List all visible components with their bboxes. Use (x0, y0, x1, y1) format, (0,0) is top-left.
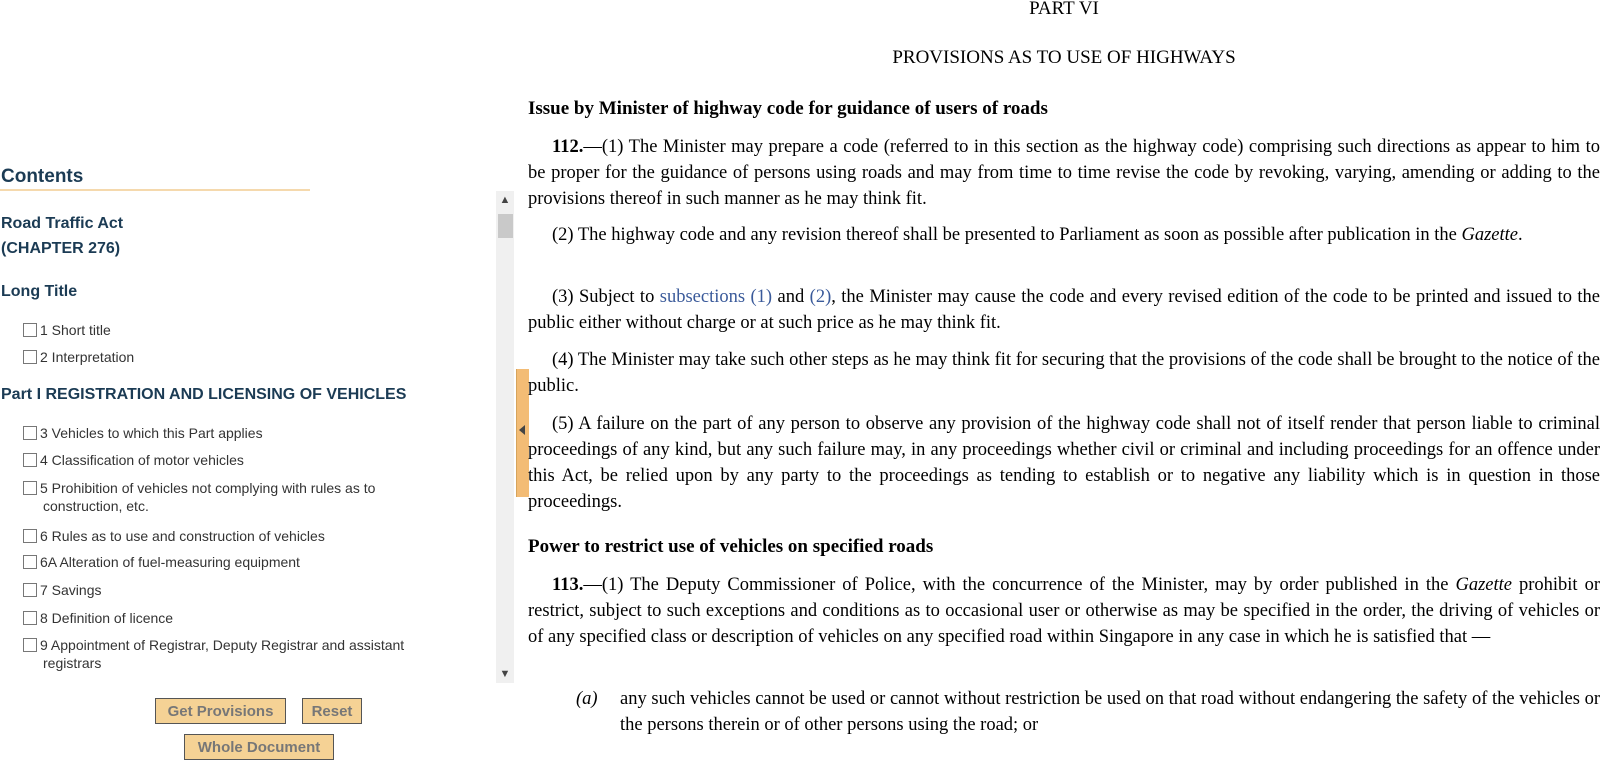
toc-item-label[interactable]: 9 Appointment of Registrar, Deputy Registrar and assistant (40, 637, 405, 653)
contents-sidebar (0, 0, 495, 754)
section-112-p5-text: (5) A failure on the part of any person to observe any provision of the highway code shall not of itself render that person liable to criminal proceedings of any kind, but any such failure may, in any proceedings whether civil or criminal and including proceedings for an offence under this Act, be relied upon by any party to the proceedings as tending to establish or to negative any liability which is in question in those proceedings. (528, 414, 1600, 512)
toc-item-label[interactable]: 3 Vehicles to which this Part applies (40, 425, 263, 441)
subpara-a-text: any such vehicles cannot be used or cannot without restriction be used on that road without endangering the safety of the vehicles or the persons therein or of other persons using the road; or (620, 689, 1600, 735)
toc-act-title[interactable]: Road Traffic Act (1, 216, 124, 232)
toc-item[interactable] (23, 580, 468, 600)
scroll-down-icon[interactable]: ▼ (499, 668, 511, 680)
toc-list[interactable] (0, 216, 495, 686)
section-112-para-1 (528, 134, 1600, 212)
whole-document-button[interactable]: Whole Document (184, 734, 334, 760)
section-113-number: 113. (552, 575, 584, 595)
toc-item[interactable] (23, 347, 468, 367)
toc-item-label-cont[interactable]: registrars (43, 655, 102, 671)
toc-checkbox[interactable] (23, 323, 37, 337)
toc-checkbox[interactable] (23, 529, 37, 543)
toc-item[interactable] (23, 526, 468, 546)
toc-checkbox[interactable] (23, 426, 37, 440)
part-number: PART VI (1029, 0, 1099, 19)
contents-divider (0, 189, 310, 191)
scroll-up-icon[interactable]: ▲ (499, 194, 511, 206)
toc-item[interactable] (23, 635, 468, 673)
toc-item[interactable] (23, 450, 468, 470)
section-113-subsection-mark: —(1) (583, 575, 631, 595)
part-title: PROVISIONS AS TO USE OF HIGHWAYS (892, 47, 1236, 68)
section-112-para-4 (528, 347, 1600, 399)
toc-item-label[interactable]: 2 Interpretation (40, 349, 135, 365)
section-112-p3-end: , the Minister may cause the code and every revised edition of the code to be printed and issued to the public either without charge or at such price as he may think fit. (528, 287, 1600, 333)
section-113-p1-end: prohibit or restrict, subject to such exceptions and conditions as to occasional user or otherwise as may be specified in the order, the driving of vehicles or of any specified class or description of vehicles on any specified road within Singapore in any case in which he is satisfied that — (528, 575, 1600, 647)
section-112-subsection-mark: —(1) (583, 137, 629, 157)
toc-item[interactable] (23, 423, 468, 443)
get-provisions-button[interactable]: Get Provisions (155, 698, 286, 724)
toc-checkbox[interactable] (23, 481, 37, 495)
section-113-subpara-a (576, 686, 1600, 738)
toc-item-label[interactable]: 8 Definition of licence (40, 610, 174, 626)
toc-item-label[interactable]: 7 Savings (40, 582, 102, 598)
toc-item[interactable] (23, 608, 468, 628)
toc-checkbox[interactable] (23, 555, 37, 569)
subpara-letter: (a) (576, 689, 598, 709)
gazette-term: Gazette (1461, 225, 1519, 245)
section-112-p1-text: The Minister may prepare a code (referred to in this section as the highway code) comprising such directions as appear to him to be proper for the guidance of persons using roads and may from time to time revise the code by revoking, varying, amending or adding to the provisions thereof in such manner as he may think fit. (528, 137, 1600, 209)
toc-item[interactable] (23, 478, 468, 516)
toc-item[interactable] (23, 320, 468, 340)
toc-item-label-cont[interactable]: construction, etc. (43, 498, 149, 514)
scroll-thumb[interactable] (498, 214, 513, 238)
section-113-para-1 (528, 572, 1600, 650)
contents-title: Contents (1, 166, 84, 187)
section-112-para-5 (528, 411, 1600, 515)
section-112-p2-text: (2) The highway code and any revision thereof shall be presented to Parliament as soon as possible after publication in the (552, 225, 1462, 245)
toc-item[interactable] (23, 552, 468, 572)
toc-item-label[interactable]: 1 Short title (40, 322, 111, 338)
section-113-title: Power to restrict use of vehicles on specified roads (528, 536, 934, 557)
toc-long-title[interactable]: Long Title (1, 283, 78, 300)
section-112-p3-and: and (772, 287, 810, 307)
toc-checkbox[interactable] (23, 350, 37, 364)
section-112-number: 112. (552, 137, 584, 157)
subsection-2-link[interactable]: (2) (809, 287, 832, 307)
toc-act-chapter[interactable]: (CHAPTER 276) (1, 240, 121, 257)
section-113-p1-text: The Deputy Commissioner of Police, with the concurrence of the Minister, may by order published in the (630, 575, 1456, 595)
toc-item-label[interactable]: 5 Prohibition of vehicles not complying with rules as to (40, 480, 376, 496)
toc-part1-heading[interactable]: Part I REGISTRATION AND LICENSING OF VEHICLES (1, 386, 407, 403)
toc-item-label[interactable]: 6A Alteration of fuel-measuring equipment (40, 554, 300, 570)
gazette-term: Gazette (1455, 575, 1512, 595)
toc-scrollbar[interactable] (496, 191, 514, 683)
toc-checkbox[interactable] (23, 638, 37, 652)
section-112-p2-end: . (1518, 225, 1523, 245)
toc-checkbox[interactable] (23, 453, 37, 467)
section-112-para-2 (528, 222, 1600, 248)
toc-item-label[interactable]: 6 Rules as to use and construction of vehicles (40, 528, 325, 544)
section-112-para-3 (528, 284, 1600, 336)
subsection-1-link[interactable]: subsections (1) (659, 287, 773, 307)
section-112-title: Issue by Minister of highway code for guidance of users of roads (528, 98, 1048, 119)
toc-item-label[interactable]: 4 Classification of motor vehicles (40, 452, 244, 468)
section-112-p3-start: (3) Subject to (552, 287, 660, 307)
reset-button[interactable]: Reset (302, 698, 362, 724)
collapse-arrow-icon (519, 425, 525, 435)
document-body (528, 0, 1600, 754)
toc-checkbox[interactable] (23, 583, 37, 597)
toc-checkbox[interactable] (23, 611, 37, 625)
section-112-p4-text: (4) The Minister may take such other steps as he may think fit for securing that the provisions of the code shall be brought to the notice of the public. (528, 350, 1600, 396)
toc-act-title-link[interactable] (1, 216, 123, 261)
